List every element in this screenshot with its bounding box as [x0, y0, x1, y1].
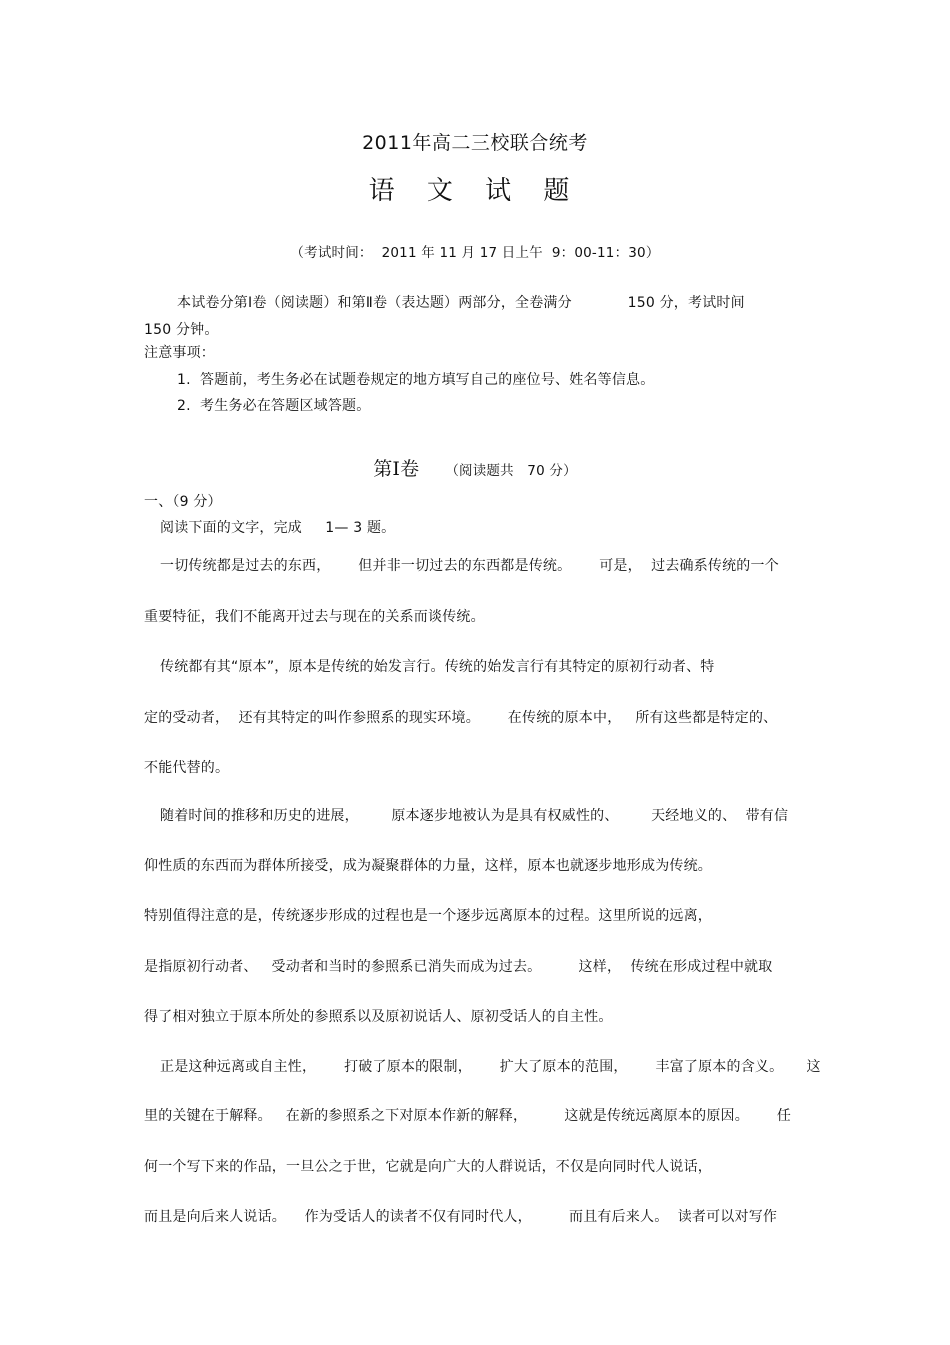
section-heading: 一、（9 分）: [144, 494, 222, 510]
passage-line: 不能代替的。: [144, 760, 230, 776]
passage-line: 而且是向后来人说话。 作为受话人的读者不仅有同时代人， 而且有后来人。 读者可以对写作: [144, 1209, 778, 1225]
passage-line: 得了相对独立于原本所处的参照系以及原初说话人、原初受话人的自主性。: [144, 1009, 613, 1025]
passage-line: 是指原初行动者、 受动者和当时的参照系已消失而成为过去。 这样， 传统在形成过程中就取: [144, 959, 773, 975]
volume-heading: [0, 457, 950, 483]
notes-item-1: 1. 答题前，考生务必在试题卷规定的地方填写自己的座位号、姓名等信息。: [177, 372, 655, 388]
school-title: 2011年高二三校联合统考: [362, 132, 588, 154]
passage-line: 随着时间的推移和历史的进展， 原本逐步地被认为是具有权威性的、 天经地义的、 带有信: [160, 808, 789, 824]
passage-line: 定的受动者， 还有其特定的叫作参照系的现实环境。 在传统的原本中， 所有这些都是特定的、: [144, 710, 778, 726]
passage-line: 传统都有其“原本”，原本是传统的始发言行。传统的始发言行有其特定的原初行动者、特: [160, 659, 715, 675]
volume-subtitle: （阅读题共 70 分）: [445, 463, 577, 479]
volume-title: 第Ⅰ卷: [373, 458, 420, 480]
subject-title: 语 文 试 题: [368, 176, 582, 206]
passage-line: 里的关键在于解释。 在新的参照系之下对原本作新的解释， 这就是传统远离原本的原因。 任: [144, 1108, 792, 1124]
section-instruction: 阅读下面的文字，完成 1— 3 题。: [160, 520, 396, 536]
passage-line: 正是这种远离或自主性， 打破了原本的限制， 扩大了原本的范围， 丰富了原本的含义。 这: [160, 1059, 821, 1075]
passage-line: 何一个写下来的作品，一旦公之于世，它就是向广大的人群说话，不仅是向同时代人说话，: [144, 1159, 712, 1175]
passage-line: 特别值得注意的是，传统逐步形成的过程也是一个逐步远离原本的过程。这里所说的远离，: [144, 908, 712, 924]
intro-line-1: 本试卷分第Ⅰ卷（阅读题）和第Ⅱ卷（表达题）两部分，全卷满分 150 分，考试时间: [177, 295, 745, 311]
intro-line-2: 150 分钟。: [144, 322, 219, 338]
passage-line: 重要特征，我们不能离开过去与现在的关系而谈传统。: [144, 609, 485, 625]
passage-line: 仰性质的东西而为群体所接受，成为凝聚群体的力量，这样，原本也就逐步地形成为传统。: [144, 858, 712, 874]
notes-item-2: 2. 考生务必在答题区域答题。: [177, 398, 371, 414]
notes-heading: 注意事项：: [144, 345, 215, 361]
passage-line: 一切传统都是过去的东西， 但并非一切过去的东西都是传统。 可是， 过去确系传统的一个: [160, 558, 779, 574]
exam-time: （考试时间： 2011 年 11 月 17 日上午 9：00-11：30）: [290, 245, 660, 261]
